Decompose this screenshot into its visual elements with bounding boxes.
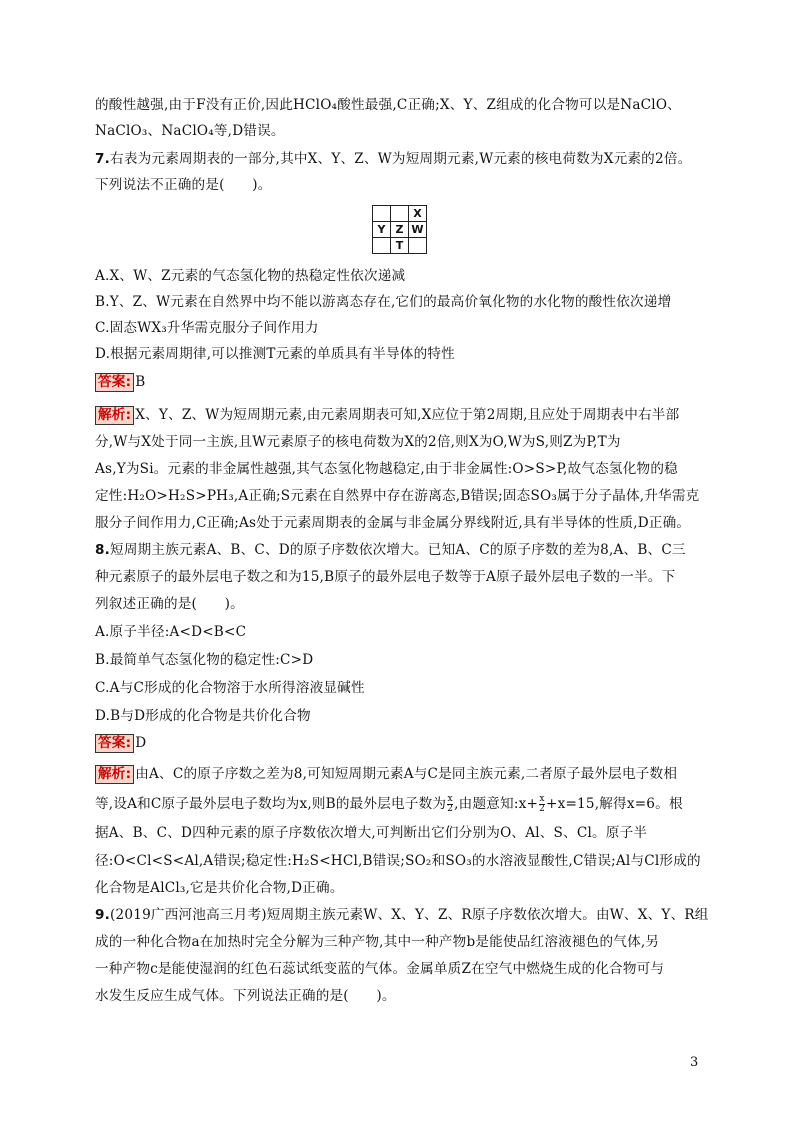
text-line: 的酸性越强,由于F没有正价,因此HClO₄酸性最强,C正确;X、Y、Z组成的化合物可以是NaClO、 bbox=[95, 97, 681, 113]
question-text: (2019广西河池高三月考)短周期主族元素W、X、Y、Z、R原子序数依次增大。由W、X、Y、R组 bbox=[110, 907, 709, 923]
fraction-denominator: 2 bbox=[447, 804, 454, 814]
text-line: 下列说法不正确的是( )。 bbox=[95, 177, 272, 193]
option-a: A.原子半径:A<D<B<C bbox=[95, 624, 247, 640]
answer-value: D bbox=[135, 735, 147, 751]
option-a: A.X、W、Z元素的气态氢化物的热稳定性依次递减 bbox=[95, 268, 406, 284]
analysis-line bbox=[95, 764, 715, 784]
text-segment: +x=15,解得x=6。根 bbox=[546, 796, 683, 812]
page-number: 3 bbox=[690, 1055, 699, 1070]
fraction-denominator: 2 bbox=[539, 804, 545, 814]
text-line: 径:O<Cl<S<Al,A错误;稳定性:H₂S<HCl,B错误;SO₂和SO₃的水溶液显酸性,C错误;Al与Cl形成的 bbox=[95, 853, 701, 869]
question-text: 短周期主族元素A、B、C、D的原子序数依次增大。已知A、C的原子序数的差为8,A、B、C三 bbox=[110, 542, 686, 558]
text-line: 列叙述正确的是( )。 bbox=[95, 596, 244, 612]
grid-cell bbox=[409, 238, 427, 254]
text-line: 种元素原子的最外层电子数之和为15,B原子的最外层电子数等于A原子最外层电子数的一半。下 bbox=[95, 569, 676, 585]
text-line: 定性:H₂O>H₂S>PH₃,A正确;S元素在自然界中存在游离态,B错误;固态SO₃属于分子晶体,升华需克 bbox=[95, 488, 700, 504]
text-line: 化合物是AlCl₃,它是共价化合物,D正确。 bbox=[95, 880, 344, 896]
periodic-table-fragment bbox=[372, 205, 427, 254]
text-segment: 等,设A和C原子最外层电子数均为x,则B的最外层电子数为 bbox=[95, 796, 447, 812]
text-line: 服分子间作用力,C正确;As处于元素周期表的金属与非金属分界线附近,具有半导体的性质,D正确。 bbox=[95, 515, 691, 531]
grid-cell: W bbox=[409, 222, 427, 238]
text-line: 据A、B、C、D四种元素的原子序数依次增大,可判断出它们分别为O、Al、S、Cl。原子半 bbox=[95, 825, 648, 841]
option-b: B.最简单气态氢化物的稳定性:C>D bbox=[95, 652, 314, 668]
fraction-numerator: x bbox=[447, 794, 453, 804]
analysis-tag: 解析: bbox=[95, 765, 134, 784]
analysis-line bbox=[95, 405, 715, 425]
fraction bbox=[539, 795, 545, 814]
analysis-text: 由A、C的原子序数之差为8,可知短周期元素A与C是同主族元素,二者原子最外层电子数相 bbox=[135, 766, 678, 782]
question-7-stem bbox=[95, 149, 715, 169]
answer-tag: 答案: bbox=[95, 373, 134, 392]
grid-cell: Y bbox=[373, 222, 391, 238]
fraction bbox=[447, 795, 453, 814]
answer-line bbox=[95, 733, 715, 753]
answer-value: B bbox=[135, 374, 146, 390]
text-line: 水发生反应生成气体。下列说法正确的是( )。 bbox=[95, 988, 396, 1004]
grid-cell: X bbox=[409, 206, 427, 222]
option-c: C.A与C形成的化合物溶于水所得溶液显碱性 bbox=[95, 680, 365, 696]
question-number: 8. bbox=[95, 542, 111, 558]
question-number: 9. bbox=[95, 907, 111, 923]
equation-line bbox=[95, 794, 715, 814]
text-line: NaClO₃、NaClO₄等,D错误。 bbox=[95, 123, 285, 139]
grid-cell bbox=[373, 238, 391, 254]
question-9-stem bbox=[95, 905, 715, 925]
question-text: 右表为元素周期表的一部分,其中X、Y、Z、W为短周期元素,W元素的核电荷数为X元素的2倍。 bbox=[110, 151, 692, 167]
text-line: 分,W与X处于同一主族,且W元素原子的核电荷数为X的2倍,则X为O,W为S,则Z为P,T为 bbox=[95, 434, 621, 450]
grid-cell: Z bbox=[391, 222, 409, 238]
grid-cell bbox=[391, 206, 409, 222]
question-number: 7. bbox=[95, 151, 111, 167]
question-8-stem bbox=[95, 540, 715, 560]
analysis-text: X、Y、Z、W为短周期元素,由元素周期表可知,X应位于第2周期,且应处于周期表中右半部 bbox=[135, 407, 680, 423]
fraction-numerator: x bbox=[539, 794, 545, 804]
text-line: 一种产物c是能使湿润的红色石蕊试纸变蓝的气体。金属单质Z在空气中燃烧生成的化合物可与 bbox=[95, 961, 665, 977]
option-b: B.Y、Z、W元素在自然界中均不能以游离态存在,它们的最高价氧化物的水化物的酸性依次递增 bbox=[95, 294, 672, 310]
analysis-tag: 解析: bbox=[95, 406, 134, 425]
text-segment: ,由题意知:x+ bbox=[454, 796, 539, 812]
grid-cell bbox=[373, 206, 391, 222]
answer-tag: 答案: bbox=[95, 734, 134, 753]
option-d: D.根据元素周期律,可以推测T元素的单质具有半导体的特性 bbox=[95, 346, 455, 362]
grid-cell: T bbox=[391, 238, 409, 254]
option-d: D.B与D形成的化合物是共价化合物 bbox=[95, 708, 311, 724]
text-line: 成的一种化合物a在加热时完全分解为三种产物,其中一种产物b是能使品红溶液褪色的气体,另 bbox=[95, 934, 660, 950]
text-line: As,Y为Si。元素的非金属性越强,其气态氢化物越稳定,由于非金属性:O>S>P,故气态氢化物的稳 bbox=[95, 461, 678, 477]
answer-line bbox=[95, 372, 715, 392]
option-c: C.固态WX₃升华需克服分子间作用力 bbox=[95, 320, 319, 336]
